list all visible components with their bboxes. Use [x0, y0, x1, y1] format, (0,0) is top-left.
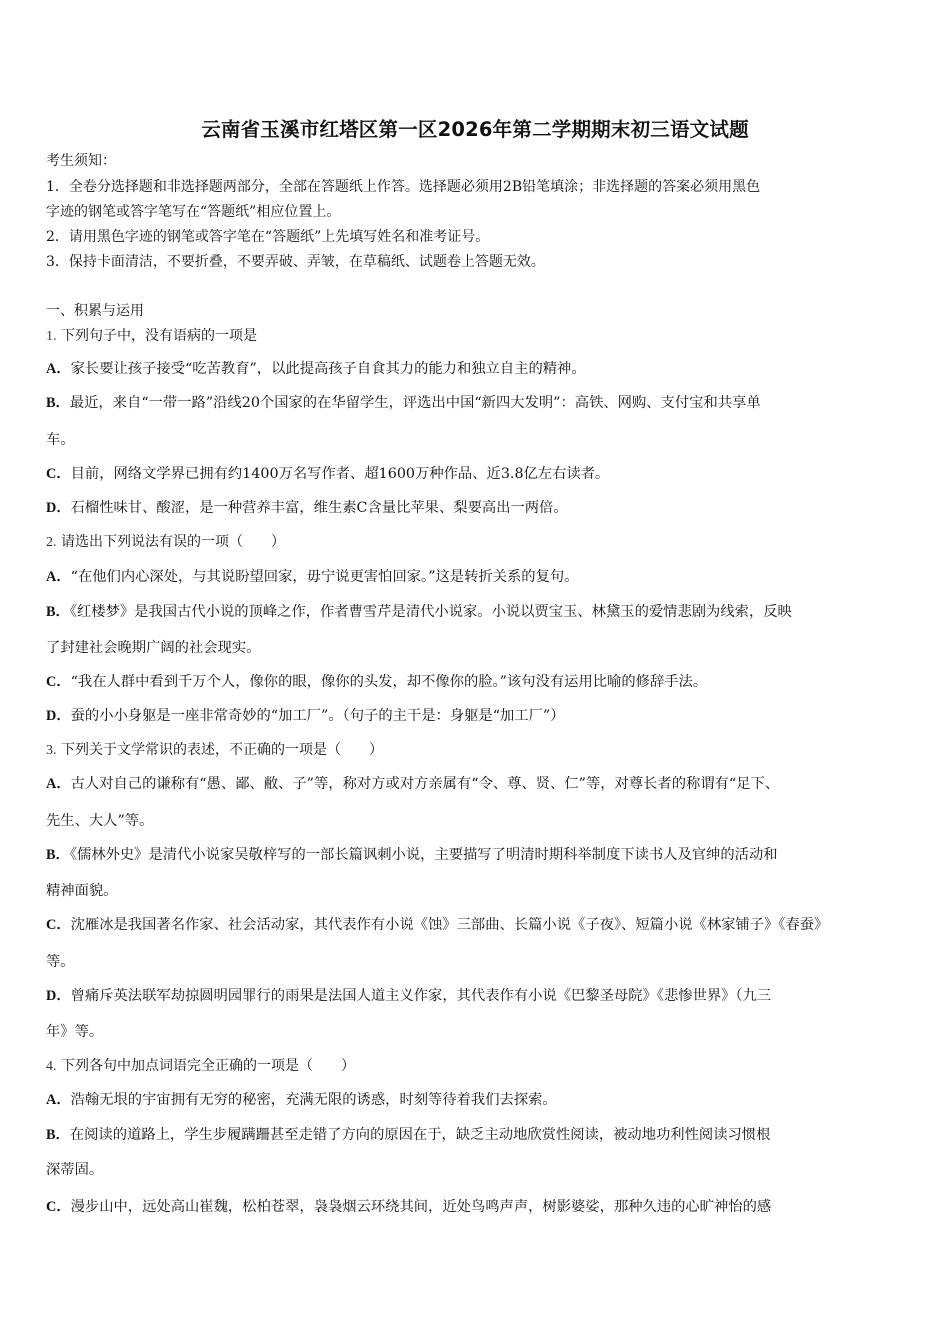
question-1-option-c	[46, 464, 916, 484]
question-4-option-a	[46, 1090, 916, 1110]
option-label: B．	[46, 395, 70, 411]
notice-line: 1．全卷分选择题和非选择题两部分，全部在答题纸上作答。选择题必须用2B铅笔填涂；非选择题的答案必须用黑色	[46, 179, 761, 195]
option-text: 漫步山中，远处高山崔魏，松柏苍翠，袅袅烟云环绕其间，近处鸟鸣声声，树影婆娑，那种久违的心旷神怡的感	[70, 1199, 772, 1215]
option-label: C．	[46, 674, 71, 690]
question-text: 下列各句中加点词语完全正确的一项是（ ）	[60, 1058, 355, 1074]
question-4-option-c	[46, 1197, 916, 1217]
page-title: 云南省玉溪市红塔区第一区2026年第二学期期末初三语文试题	[201, 118, 749, 141]
option-text: 在阅读的道路上，学生步履蹒跚甚至走错了方向的原因在于，缺乏主动地欣赏性阅读，被动地功利性阅读习惯根	[69, 1127, 771, 1143]
option-label: A．	[46, 1092, 71, 1108]
notice-heading: 考生须知：	[46, 153, 116, 169]
option-label: A．	[46, 776, 71, 792]
option-label: D．	[46, 500, 71, 516]
option-text: 浩翰无垠的宇宙拥有无穷的秘密，充满无限的诱惑，时刻等待着我们去探索。	[70, 1092, 557, 1108]
question-3-option-a	[46, 774, 916, 794]
option-label: A．	[46, 361, 71, 377]
question-4-option-b-continued: 深蒂固。	[46, 1162, 104, 1178]
question-1-option-a	[46, 359, 916, 379]
question-1-option-b-continued: 车。	[46, 432, 75, 448]
question-2-option-b-continued: 了封建社会晚期广阔的社会现实。	[46, 640, 261, 656]
option-label: B．	[46, 847, 70, 863]
question-1-stem	[46, 326, 916, 347]
question-3-option-c	[46, 915, 916, 935]
question-2-option-b	[46, 602, 916, 622]
question-2-stem	[46, 532, 916, 553]
question-number: 4.	[46, 1059, 57, 1074]
question-2-option-c	[46, 672, 916, 692]
question-1-option-d	[46, 498, 916, 518]
question-number: 1.	[46, 329, 57, 344]
option-label: C．	[46, 917, 71, 933]
question-number: 2.	[46, 535, 57, 550]
option-text: 蚕的小小身躯是一座非常奇妙的“加工厂”。（句子的主干是：身躯是“加工厂”）	[70, 708, 565, 724]
question-3-option-c-continued: 等。	[46, 954, 75, 970]
question-4-stem	[46, 1056, 916, 1077]
option-text: 目前，网络文学界已拥有约1400万名写作者、超1600万种作品、近3.8亿左右读者。	[70, 466, 610, 482]
option-text: 石榴性味甘、酸涩，是一种营养丰富，维生素C含量比苹果、梨要高出一两倍。	[70, 500, 568, 516]
option-label: B．	[46, 604, 70, 620]
question-3-option-a-continued: 先生、大人”等。	[46, 813, 154, 829]
notice-line: 3．保持卡面清洁，不要折叠，不要弄破、弄皱，在草稿纸、试题卷上答题无效。	[46, 254, 545, 270]
question-2-option-d	[46, 706, 916, 726]
option-text: 古人对自己的谦称有“愚、鄙、敝、子”等，称对方或对方亲属有“令、尊、贤、仁”等，对尊长者的称谓有“足下、	[70, 776, 780, 792]
option-text: 最近，来自“一带一路”沿线20个国家的在华留学生，评选出中国“新四大发明”：高铁、网购、支付宝和共享单	[69, 395, 761, 411]
option-text: 沈雁冰是我国著名作家、社会活动家，其代表作有小说《蚀》三部曲、长篇小说《子夜》、短篇小说《林家铺子》《春蚕》	[70, 917, 829, 933]
notice-line: 2．请用黑色字迹的钢笔或答字笔在“答题纸”上先填写姓名和准考证号。	[46, 229, 490, 245]
section-heading: 一、积累与运用	[46, 303, 144, 319]
option-label: C．	[46, 1199, 71, 1215]
option-text: 家长要让孩子接受“吃苦教育”，以此提高孩子自食其力的能力和独立自主的精神。	[70, 361, 586, 377]
question-3-option-b	[46, 845, 916, 865]
question-3-option-d	[46, 986, 916, 1006]
question-3-option-d-continued: 年》等。	[46, 1024, 104, 1040]
option-label: C．	[46, 466, 71, 482]
question-2-option-a	[46, 567, 916, 587]
option-text: “在他们内心深处，与其说盼望回家，毋宁说更害怕回家。”这是转折关系的复句。	[70, 569, 579, 585]
option-text: 《儒林外史》是清代小说家吴敬梓写的一部长篇讽刺小说，主要描写了明清时期科举制度下读书人及官绅的活动和	[69, 847, 778, 863]
question-text: 下列关于文学常识的表述，不正确的一项是（ ）	[60, 742, 383, 758]
option-text: “我在人群中看到千万个人，像你的眼，像你的头发，却不像你的脸。”该句没有运用比喻的修辞手法。	[70, 674, 708, 690]
question-1-option-b	[46, 393, 916, 413]
question-number: 3.	[46, 743, 57, 758]
question-4-option-b	[46, 1125, 916, 1145]
option-text: 《红楼梦》是我国古代小说的顶峰之作，作者曹雪芹是清代小说家。小说以贾宝玉、林黛玉的爱情悲剧为线索，反映	[69, 604, 792, 620]
question-3-option-b-continued: 精神面貌。	[46, 883, 118, 899]
option-label: A．	[46, 569, 71, 585]
option-text: 曾痛斥英法联军劫掠圆明园罪行的雨果是法国人道主义作家，其代表作有小说《巴黎圣母院》《悲惨世界》（九三	[70, 988, 772, 1004]
option-label: B．	[46, 1127, 70, 1143]
question-3-stem	[46, 740, 916, 761]
question-text: 下列句子中，没有语病的一项是	[60, 328, 257, 344]
question-text: 请选出下列说法有误的一项（ ）	[60, 534, 285, 550]
option-label: D．	[46, 988, 71, 1004]
option-label: D．	[46, 708, 71, 724]
notice-line: 字迹的钢笔或答字笔写在“答题纸”相应位置上。	[46, 204, 341, 220]
